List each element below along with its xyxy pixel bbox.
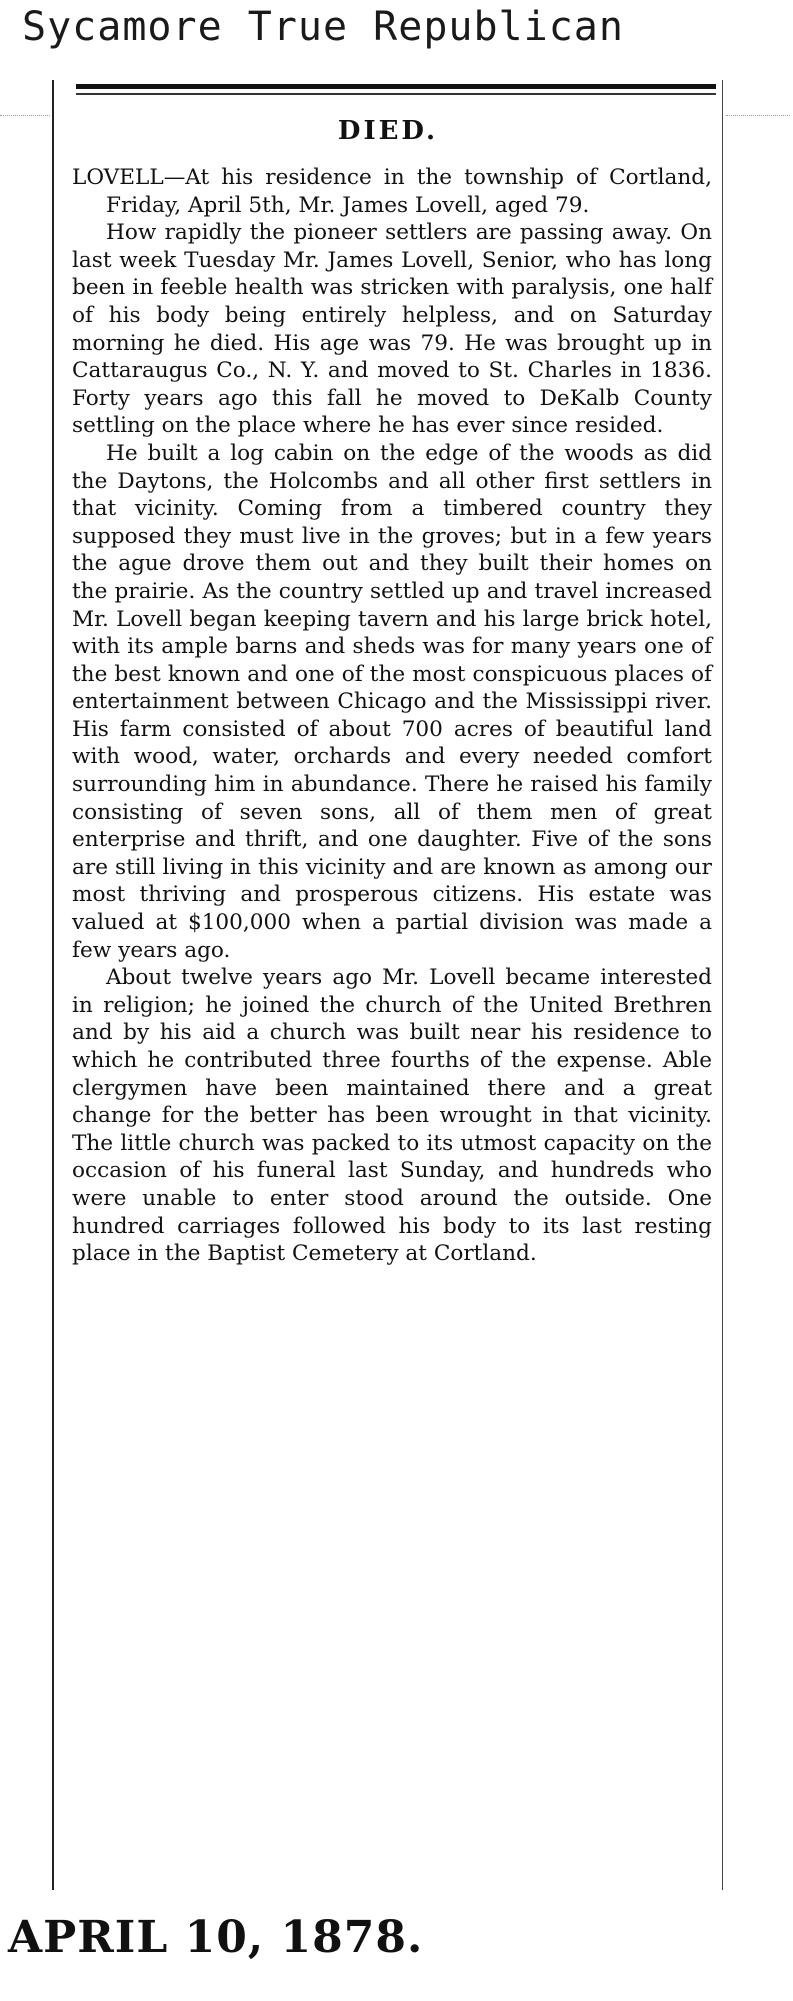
left-dotted-guide <box>0 115 50 118</box>
article-paragraph: He built a log cabin on the edge of the woods as did the Daytons, the Holcombs and all other first settlers in that vicinity. Coming from a timbered country they supposed they must live in the groves; but in a few years the ague drove them out and they built their homes on the prairie. As the country settled up and travel increased Mr. Lovell began keeping tavern and his large brick hotel, with its ample barns and sheds was for many years one of the best known and one of the most conspicuous places of entertainment between Chicago and the Mississippi river. His farm consisted of about 700 acres of beautiful land with wood, water, orchards and every needed comfort surrounding him in abundance. There he raised his family consisting of seven sons, all of them men of great enterprise and thrift, and one daughter. Five of the sons are still living in this vicinity and are known as among our most thriving and prosperous citizens. His estate was valued at $100,000 when a partial division was made a few years ago. <box>72 440 712 963</box>
column-rule-thick <box>76 84 716 89</box>
newspaper-masthead: Sycamore True Republican <box>22 4 624 50</box>
newspaper-column <box>52 80 723 1890</box>
column-rule-thin <box>76 93 716 95</box>
article-paragraph: How rapidly the pioneer settlers are passing away. On last week Tuesday Mr. James Lovell, Senior, who has long been in feeble health was stricken with paralysis, one half of his body being entirely helpless, and on Saturday morning he died. His age was 79. He was brought up in Cattaraugus Co., N. Y. and moved to St. Charles in 1836. Forty years ago this fall he moved to DeKalb County settling on the place where he has ever since resided. <box>72 220 712 439</box>
death-notice: LOVELL—At his residence in the township of Cortland, Friday, April 5th, Mr. James Lovell, aged 79. <box>72 165 712 218</box>
section-heading: DIED. <box>337 116 439 146</box>
obituary-article <box>72 164 712 1268</box>
right-dotted-guide <box>726 115 790 118</box>
publication-date: APRIL 10, 1878. <box>8 1912 424 1963</box>
article-paragraph: About twelve years ago Mr. Lovell became interested in religion; he joined the church of the United Brethren and by his aid a church was built near his residence to which he contributed three fourths of the expense. Able clergymen have been maintained there and a great change for the better has been wrought in that vicinity. The little church was packed to its utmost capacity on the occasion of his funeral last Sunday, and hundreds who were unable to enter stood around the outside. One hundred carriages followed his body to its last resting place in the Baptist Cemetery at Cortland. <box>72 965 712 1267</box>
